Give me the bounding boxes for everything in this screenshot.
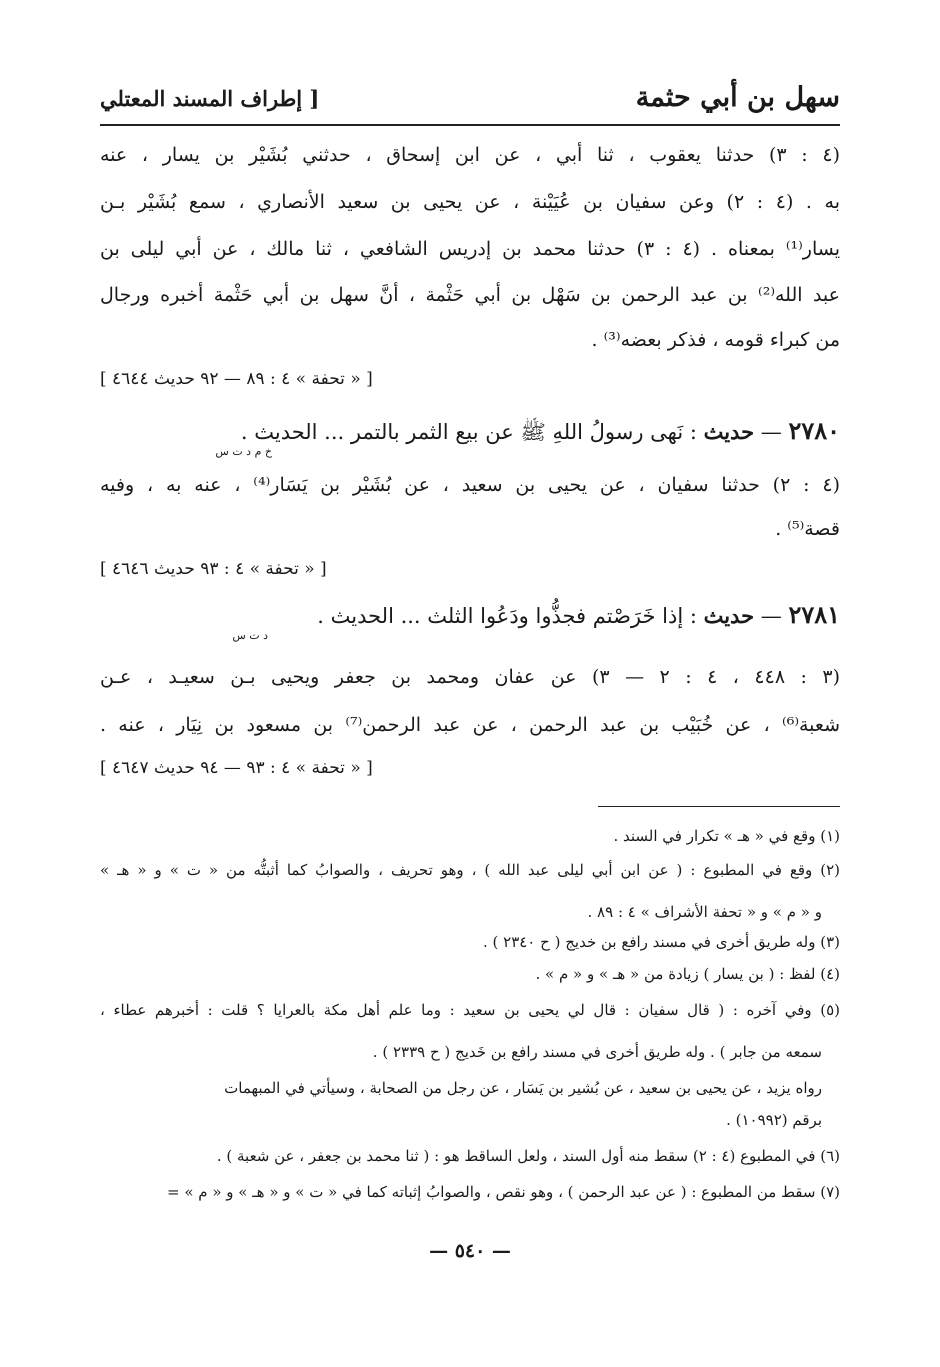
footnote: (٤) لفظ : ( بن يسار ) زيادة من « هـ » و « م » . (535, 965, 840, 983)
hadith-text: : إذا خَرَصْتم فجذُّوا ودَعُوا الثلث ... الحديث . (317, 604, 704, 628)
paragraph-line: شعبة⁽⁶⁾ ، عن خُبَيْب بن عبد الرحمن ، عن عبد الرحمن⁽⁷⁾ بن مسعود بن نِيَار ، عنه . (100, 714, 840, 736)
source-sigla: د ت س (232, 629, 268, 642)
tuhfa-reference: [ « تحفة » ٤ : ٨٩ — ٩٢ حديث ٤٦٤٤ ] (100, 369, 373, 389)
footnote-continuation: و « م » و « تحفة الأشراف » ٤ : ٨٩ . (587, 903, 822, 921)
paragraph-line: قصة⁽⁵⁾ . (775, 518, 840, 540)
footnote-continuation: برقم (١٠٩٩٢) . (726, 1111, 822, 1129)
footnote: (٧) سقط من المطبوع : ( عن عبد الرحمن ) ، وهو نقص ، والصوابُ إثباته كما في « ت » و « هـ » و « م » = (167, 1183, 840, 1201)
footnote-continuation: رواه يزيد ، عن يحيى بن سعيد ، عن بُشير بن يَسَار ، عن رجل من الصحابة ، وسيأتي في المبهمات (224, 1079, 822, 1097)
paragraph-line: عبد الله⁽²⁾ بن عبد الرحمن بن سَهْل بن أبي حَثْمة ، أنَّ سهل بن أبي حَثْمة أخبره ورجال (100, 284, 840, 306)
paragraph-line: (٣ : ٤٤٨ ، ٤ : ٢ — ٣) عن عفان ومحمد بن جعفر ويحيى بـن سعيـد ، عـن (100, 666, 841, 688)
hadith-heading-2781 (317, 598, 840, 633)
tuhfa-reference: [ « تحفة » ٤ : ٩٣ — ٩٤ حديث ٤٦٤٧ ] (100, 758, 373, 778)
hadith-word: حديث (703, 603, 755, 628)
footnote: (٦) في المطبوع (٤ : ٢) سقط منه أول السند ، ولعل الساقط هو : ( ثنا محمد بن جعفر ، عن شعبة ) . (216, 1147, 840, 1165)
header-rule (100, 124, 840, 126)
footnote-rule (598, 806, 840, 807)
hadith-number: ٢٧٨٠ (788, 416, 840, 445)
book-title: [ إطراف المسند المعتلي (100, 86, 320, 111)
footnote: (٢) وقع في المطبوع : ( عن ابن أبي ليلى عبد الله ) ، وهو تحريف ، والصوابُ كما أثبتُّه من « ت » و « هـ » (100, 861, 840, 879)
page-number: — ٥٤٠ — (429, 1240, 511, 1262)
paragraph-line: (٤ : ٣) حدثنا يعقوب ، ثنا أبي ، عن ابن إسحاق ، حدثني بُشَيْر بن يسار ، عنه (100, 144, 840, 166)
hadith-text: : نَهى رسولُ اللهِ ﷺ عن بيع الثمر بالتمر ... الحديث . (240, 420, 704, 444)
running-title: سهل بن أبي حثمة (635, 82, 840, 113)
paragraph-line: من كبراء قومه ، فذكر بعضه⁽³⁾ . (591, 329, 840, 351)
tuhfa-reference: [ « تحفة » ٤ : ٩٣ حديث ٤٦٤٦ ] (100, 559, 327, 579)
paragraph-line: (٤ : ٢) حدثنا سفيان ، عن يحيى بن سعيد ، عن بُشَيْر بن يَسَار⁽⁴⁾ ، عنه به ، وفيه (100, 474, 841, 496)
hadith-heading-2780 (241, 414, 840, 449)
hadith-number: ٢٧٨١ (788, 600, 840, 629)
hadith-word: حديث (703, 419, 755, 444)
dash: — (754, 420, 789, 444)
dash: — (754, 604, 789, 628)
footnote: (١) وقع في « هـ » تكرار في السند . (613, 827, 840, 845)
paragraph-line: به . (٤ : ٢) وعن سفيان بن عُيَيْنة ، عن يحيى بن سعيد الأنصاري ، سمع بُشَيْر بـن (100, 191, 840, 213)
paragraph-line: يسار⁽¹⁾ بمعناه . (٤ : ٣) حدثنا محمد بن إدريس الشافعي ، ثنا مالك ، عن أبي ليلى بن (100, 238, 840, 260)
footnote: (٥) وفي آخره : ( قال سفيان : قال لي يحيى بن سعيد : وما علم أهل مكة بالعرايا ؟ قلت : أخبرهم عطاء ، (100, 1001, 840, 1019)
source-sigla: خ م د ت س (215, 445, 272, 458)
footnote: (٣) وله طريق أخرى في مسند رافع بن خديج ( ح ٢٣٤٠ ) . (482, 933, 840, 951)
footnote-continuation: سمعه من جابر ) . وله طريق أخرى في مسند رافع بن خَديج ( ح ٢٣٣٩ ) . (372, 1043, 822, 1061)
